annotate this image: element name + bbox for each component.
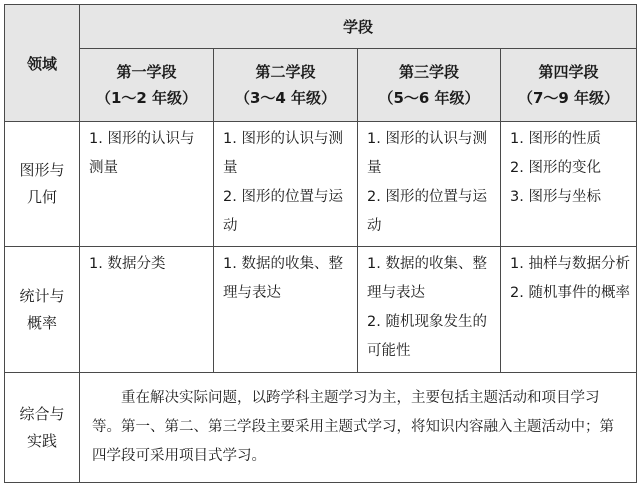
stage-name: 第二学段 — [255, 63, 316, 81]
stage-range: （1～2 年级） — [95, 89, 198, 107]
content-cell — [358, 122, 501, 247]
stage-range: （5～6 年级） — [378, 89, 480, 107]
content-item: 1. 图形的性质 — [510, 131, 601, 147]
content-item: 1. 图形的认识与测量 — [89, 131, 195, 176]
content-item: 2. 随机现象发生的可能性 — [367, 314, 487, 359]
content-item: 1. 图形的认识与测量 — [223, 131, 343, 176]
content-item: 1. 抽样与数据分析 — [510, 256, 630, 272]
content-cell — [501, 247, 637, 373]
content-cell — [358, 247, 501, 373]
content-cell — [214, 247, 358, 373]
curriculum-table — [4, 4, 637, 483]
stage-range: （3～4 年级） — [234, 89, 337, 107]
content-item: 2. 图形的变化 — [510, 160, 601, 176]
stage-name: 第四学段 — [538, 63, 599, 81]
content-item: 1. 数据分类 — [89, 256, 166, 272]
domain-header: 领域 — [5, 5, 80, 122]
domain-cell — [5, 247, 80, 373]
domain-label: 统计与概率 — [19, 286, 65, 332]
stage-range: （7～9 年级） — [517, 89, 620, 107]
stage-name: 第一学段 — [116, 63, 177, 81]
content-cell — [80, 247, 214, 373]
content-cell — [80, 122, 214, 247]
content-item: 2. 图形的位置与运动 — [223, 189, 343, 234]
stage-4-header — [501, 49, 637, 122]
stage-header: 学段 — [80, 5, 637, 49]
stage-3-header — [358, 49, 501, 122]
content-item: 2. 图形的位置与运动 — [367, 189, 487, 234]
table-row — [5, 373, 637, 483]
content-item: 3. 图形与坐标 — [510, 189, 601, 205]
domain-cell — [5, 122, 80, 247]
content-item: 2. 随机事件的概率 — [510, 285, 630, 301]
content-cell — [501, 122, 637, 247]
stage-1-header — [80, 49, 214, 122]
comprehensive-description: 重在解决实际问题，以跨学科主题学习为主，主要包括主题活动和项目学习等。第一、第二、第三学段主要采用主题式学习，将知识内容融入主题活动中；第四学段可采用项目式学习。 — [80, 373, 637, 483]
content-item: 1. 图形的认识与测量 — [367, 131, 487, 176]
domain-cell — [5, 373, 80, 483]
domain-label: 图形与几何 — [19, 161, 65, 206]
table-row — [5, 122, 637, 247]
stage-2-header — [214, 49, 358, 122]
stage-name: 第三学段 — [398, 63, 459, 81]
domain-label: 综合与实践 — [19, 404, 65, 450]
content-item: 1. 数据的收集、整理与表达 — [367, 256, 487, 301]
content-item: 1. 数据的收集、整理与表达 — [223, 256, 343, 301]
table-row — [5, 247, 637, 373]
content-cell — [214, 122, 358, 247]
